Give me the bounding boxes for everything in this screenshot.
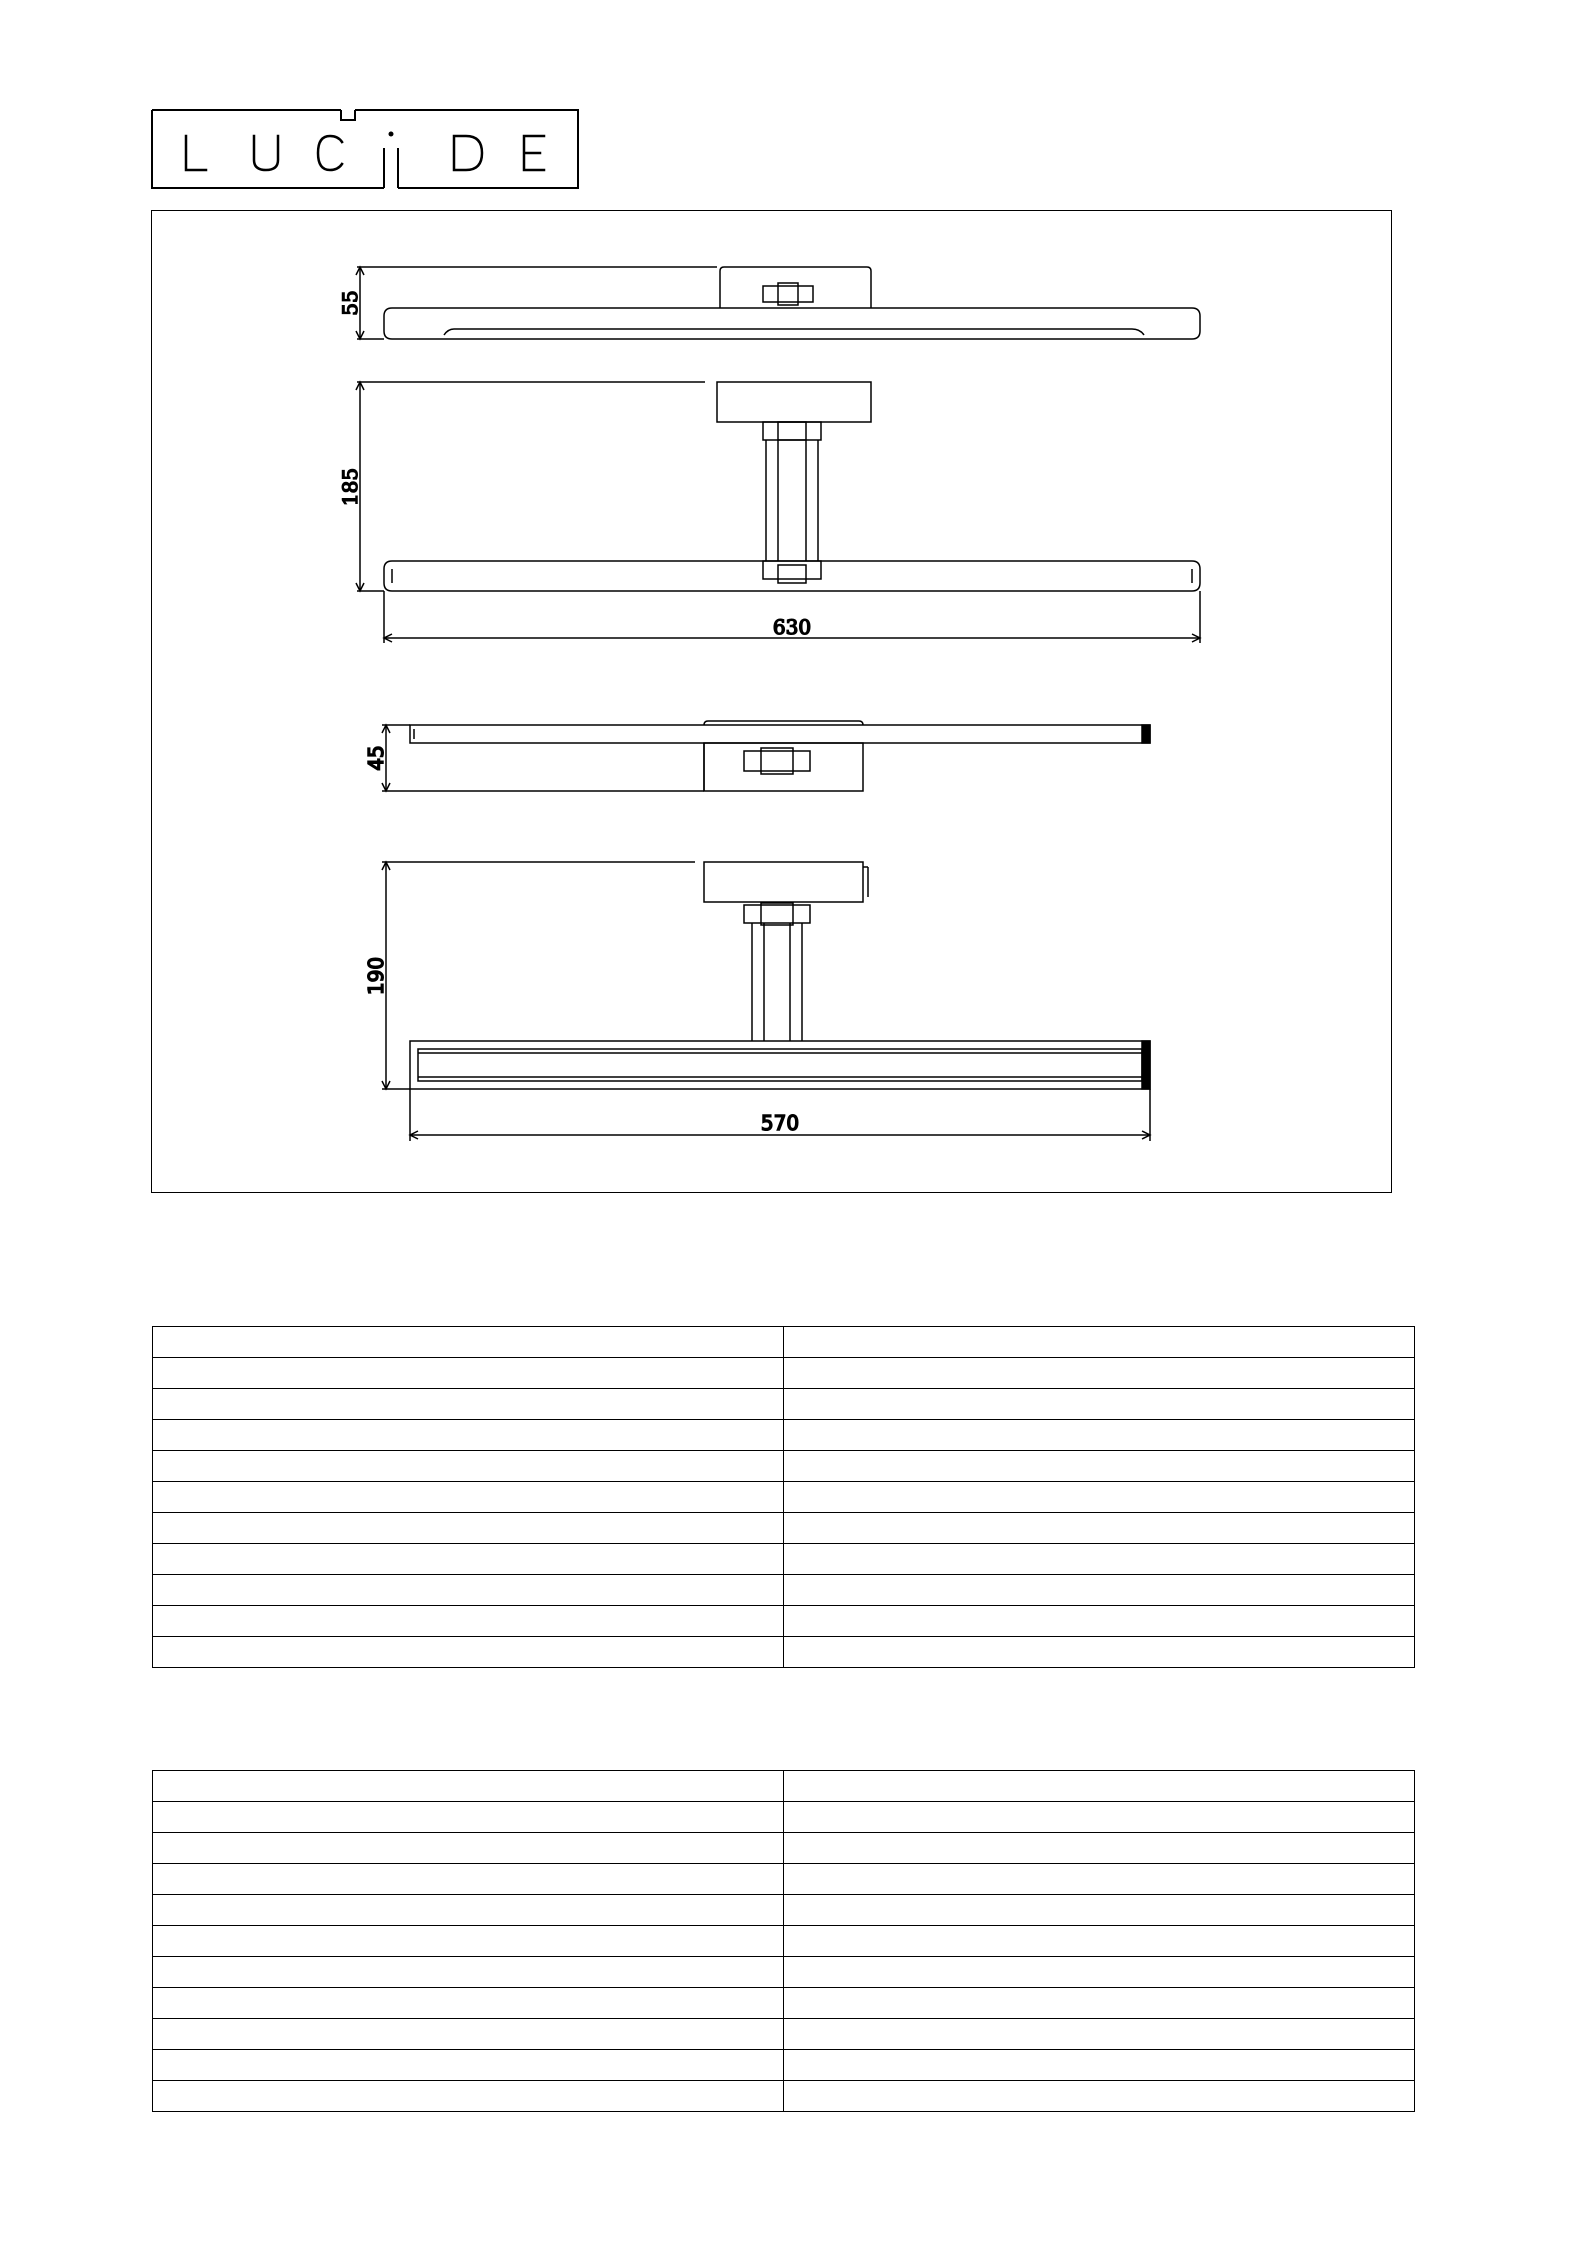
table-cell xyxy=(784,1988,1415,2019)
table-cell xyxy=(784,1637,1415,1668)
table-cell xyxy=(153,2081,784,2112)
table-cell xyxy=(153,1926,784,1957)
table-row xyxy=(153,1833,1415,1864)
table-cell xyxy=(153,2019,784,2050)
table-row xyxy=(153,1802,1415,1833)
table-cell xyxy=(784,1544,1415,1575)
table-row xyxy=(153,1420,1415,1451)
table-row xyxy=(153,1513,1415,1544)
table-cell xyxy=(784,1327,1415,1358)
table-cell xyxy=(153,1833,784,1864)
table-row xyxy=(153,1988,1415,2019)
table-cell xyxy=(153,1451,784,1482)
table-cell xyxy=(784,1895,1415,1926)
lucide-logo xyxy=(150,108,580,192)
table-cell xyxy=(784,1606,1415,1637)
table-cell xyxy=(153,1544,784,1575)
table-row xyxy=(153,1606,1415,1637)
table-cell xyxy=(784,1420,1415,1451)
table-row xyxy=(153,1358,1415,1389)
table-row xyxy=(153,2019,1415,2050)
view-2-front xyxy=(356,382,1200,643)
table-row xyxy=(153,1895,1415,1926)
table-cell xyxy=(153,1327,784,1358)
table-cell xyxy=(784,1451,1415,1482)
table-cell xyxy=(153,1802,784,1833)
view-4-front xyxy=(382,862,1150,1141)
table-cell xyxy=(784,1358,1415,1389)
table-cell xyxy=(153,1575,784,1606)
spec-table-2 xyxy=(152,1770,1415,2112)
table-cell xyxy=(784,2081,1415,2112)
table-cell xyxy=(784,2019,1415,2050)
table-row xyxy=(153,2050,1415,2081)
table-cell xyxy=(153,1482,784,1513)
dim-view4-height: 190 xyxy=(364,956,388,996)
table-row xyxy=(153,1482,1415,1513)
table-cell xyxy=(153,1389,784,1420)
table-cell xyxy=(153,1637,784,1668)
table-cell xyxy=(784,1802,1415,1833)
table-row xyxy=(153,1926,1415,1957)
technical-drawing xyxy=(152,211,1391,1191)
table-cell xyxy=(153,1864,784,1895)
table-cell xyxy=(784,1389,1415,1420)
dim-view2-width: 630 xyxy=(772,615,812,639)
table-cell xyxy=(153,1771,784,1802)
table-cell xyxy=(784,2050,1415,2081)
table-cell xyxy=(784,1957,1415,1988)
table-cell xyxy=(153,2050,784,2081)
table-row xyxy=(153,1957,1415,1988)
table-cell xyxy=(784,1926,1415,1957)
table-cell xyxy=(153,1957,784,1988)
table-row xyxy=(153,1327,1415,1358)
table-cell xyxy=(784,1864,1415,1895)
table-cell xyxy=(784,1575,1415,1606)
table-cell xyxy=(784,1771,1415,1802)
table-cell xyxy=(153,1420,784,1451)
table-row xyxy=(153,1575,1415,1606)
view-1-side xyxy=(356,267,1200,339)
table-row xyxy=(153,1864,1415,1895)
table-row xyxy=(153,1544,1415,1575)
table-cell xyxy=(153,1988,784,2019)
table-cell xyxy=(784,1833,1415,1864)
table-row xyxy=(153,1637,1415,1668)
table-row xyxy=(153,1389,1415,1420)
view-3-side xyxy=(382,721,1150,791)
table-row xyxy=(153,1771,1415,1802)
table-row xyxy=(153,1451,1415,1482)
table-cell xyxy=(153,1513,784,1544)
dim-view3-height: 45 xyxy=(364,745,388,771)
table-row xyxy=(153,2081,1415,2112)
table-cell xyxy=(153,1606,784,1637)
table-cell xyxy=(784,1513,1415,1544)
table-cell xyxy=(153,1358,784,1389)
dim-view1-height: 55 xyxy=(338,290,362,316)
dim-view4-width: 570 xyxy=(760,1111,800,1135)
table-cell xyxy=(784,1482,1415,1513)
table-cell xyxy=(153,1895,784,1926)
spec-table-1 xyxy=(152,1326,1415,1668)
dim-view2-height: 185 xyxy=(338,467,362,507)
technical-drawing-frame xyxy=(151,210,1392,1193)
